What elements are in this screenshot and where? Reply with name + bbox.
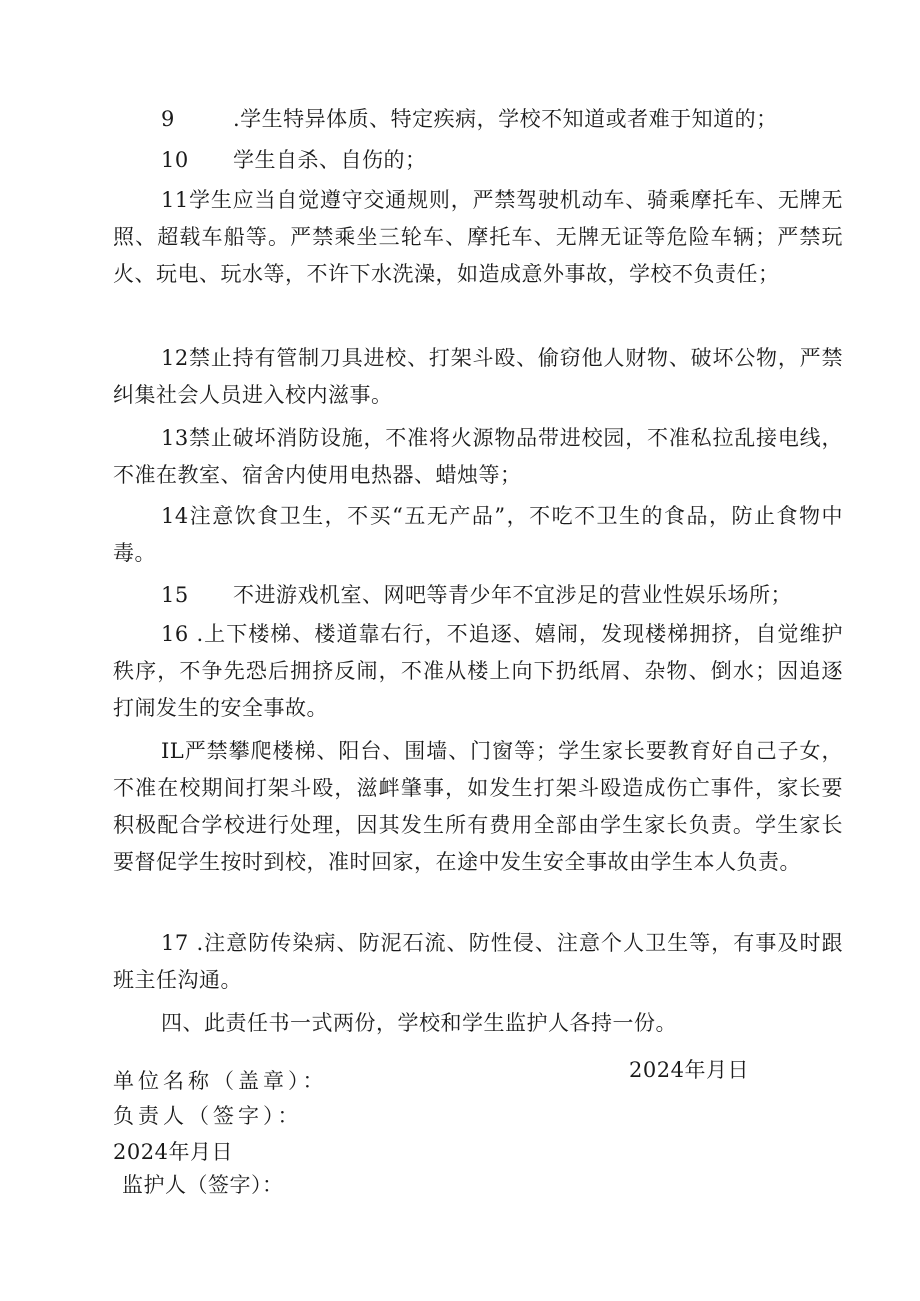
section-4: 四、此责任书一式两份，学校和学生监护人各持一份。: [161, 1011, 677, 1035]
item-16: 16 .上下楼梯、楼道靠右行，不追逐、嬉闹，发现楼梯拥挤，自觉维护秩序，不争先恐后拥挤反闹，不准从楼上向下扔纸屑、杂物、倒水；因追逐打闹发生的安全事故。: [113, 622, 843, 720]
item-9-text: .学生特异体质、特定疾病，学校不知道或者难于知道的；: [233, 107, 778, 131]
item-11: 11学生应当自觉遵守交通规则，严禁驾驶机动车、骑乘摩托车、无牌无照、超载车船等。严禁乘坐三轮车、摩托车、无牌无证等危险车辆；严禁玩火、玩电、玩水等，不许下水洗澡，如造成意外事故，学校不负责任；: [113, 188, 843, 286]
guardian-label: 监护人（签字）：: [122, 1173, 284, 1197]
date-left: 2024年月日: [113, 1140, 233, 1164]
item-10-number: 10: [161, 148, 189, 172]
item-15-number: 15: [161, 583, 189, 607]
responsible-person-label: 负责人（签字）：: [113, 1104, 303, 1128]
unit-name-label: 单位名称（盖章）：: [113, 1069, 328, 1093]
item-10: [161, 145, 427, 175]
item-10-text: 学生自杀、自伤的；: [233, 148, 427, 172]
item-il: IL严禁攀爬楼梯、阳台、围墙、门窗等；学生家长要教育好自己子女，不准在校期间打架斗殴，滋衅肇事，如发生打架斗殴造成伤亡事件，家长要积极配合学校进行处理，因其发生所有费用全部由学生家长负责。学生家长要督促学生按时到校，准时回家，在途中发生安全事故由学生本人负责。: [113, 739, 843, 874]
date-right: 2024年月日: [629, 1058, 749, 1082]
item-9: [161, 104, 778, 134]
item-15-text: 不进游戏机室、网吧等青少年不宜涉足的营业性娱乐场所；: [233, 583, 792, 607]
item-14: 14注意饮食卫生，不买“五无产品”，不吃不卫生的食品，防止食物中毒。: [113, 504, 843, 565]
item-15: [161, 580, 792, 610]
item-12: 12禁止持有管制刀具进校、打架斗殴、偷窃他人财物、破坏公物，严禁纠集社会人员进入校内滋事。: [113, 346, 843, 407]
item-9-number: 9: [161, 107, 175, 131]
item-13: 13禁止破坏消防设施，不准将火源物品带进校园，不准私拉乱接电线，不准在教室、宿舍内使用电热器、蜡烛等；: [113, 426, 843, 487]
item-17: 17 .注意防传染病、防泥石流、防性侵、注意个人卫生等，有事及时跟班主任沟通。: [113, 931, 843, 992]
